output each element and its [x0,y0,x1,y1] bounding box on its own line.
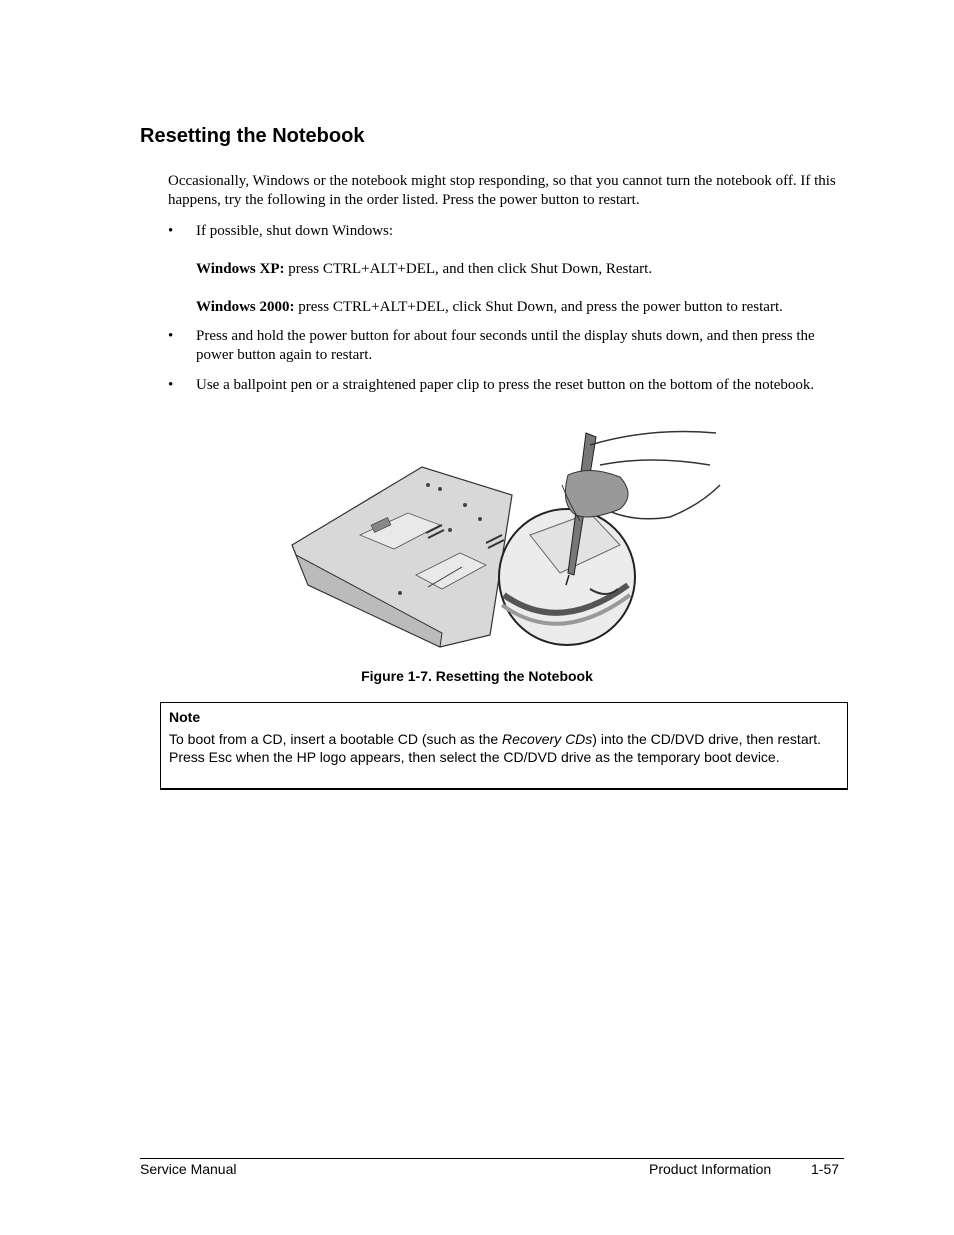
windows-2000-text: press CTRL+ALT+DEL, click Shut Down, and press the power button to restart. [294,299,783,315]
note-heading: Note [169,709,201,725]
bullet-reset-button: Use a ballpoint pen or a straightened paper clip to press the reset button on the bottom of the notebook. [196,377,815,393]
intro-paragraph: Occasionally, Windows or the notebook might stop responding, so that you cannot turn the notebook off. If this happens, try the following in the order listed. Press the power button to restart. [168,173,836,208]
footer-rule [140,1158,844,1159]
note-text: To boot from a CD, insert a bootable CD (such as the Recovery CDs) into the CD/DVD drive, then restart. Press Esc when the HP logo appears, then select the CD/DVD drive as the temporary boot device. [169,731,822,765]
bullet-shutdown-windows: If possible, shut down Windows: [196,223,394,239]
notebook-reset-illustration [290,425,722,653]
windows-2000-label: Windows 2000: [196,299,295,315]
recovery-cds-emphasis: Recovery CDs [502,731,593,747]
windows-xp-text: press CTRL+ALT+DEL, and then click Shut Down, Restart. [284,261,653,277]
bullet-marker: • [168,328,174,344]
footer-page-number: 1-57 [811,1161,840,1177]
bullet-marker: • [168,223,174,239]
windows-xp-label: Windows XP: [196,261,285,277]
figure-caption: Figure 1-7. Resetting the Notebook [361,668,593,684]
footer-section: Product Information [649,1161,772,1177]
footer-manual-title: Service Manual [140,1161,237,1177]
windows-xp-instruction [196,260,851,279]
section-heading: Resetting the Notebook [140,125,365,147]
windows-2000-instruction [196,298,851,317]
bullet-power-button: Press and hold the power button for about four seconds until the display shuts down, and then press the power button again to restart. [196,328,815,363]
note-box [160,702,848,790]
bullet-marker: • [168,377,174,393]
